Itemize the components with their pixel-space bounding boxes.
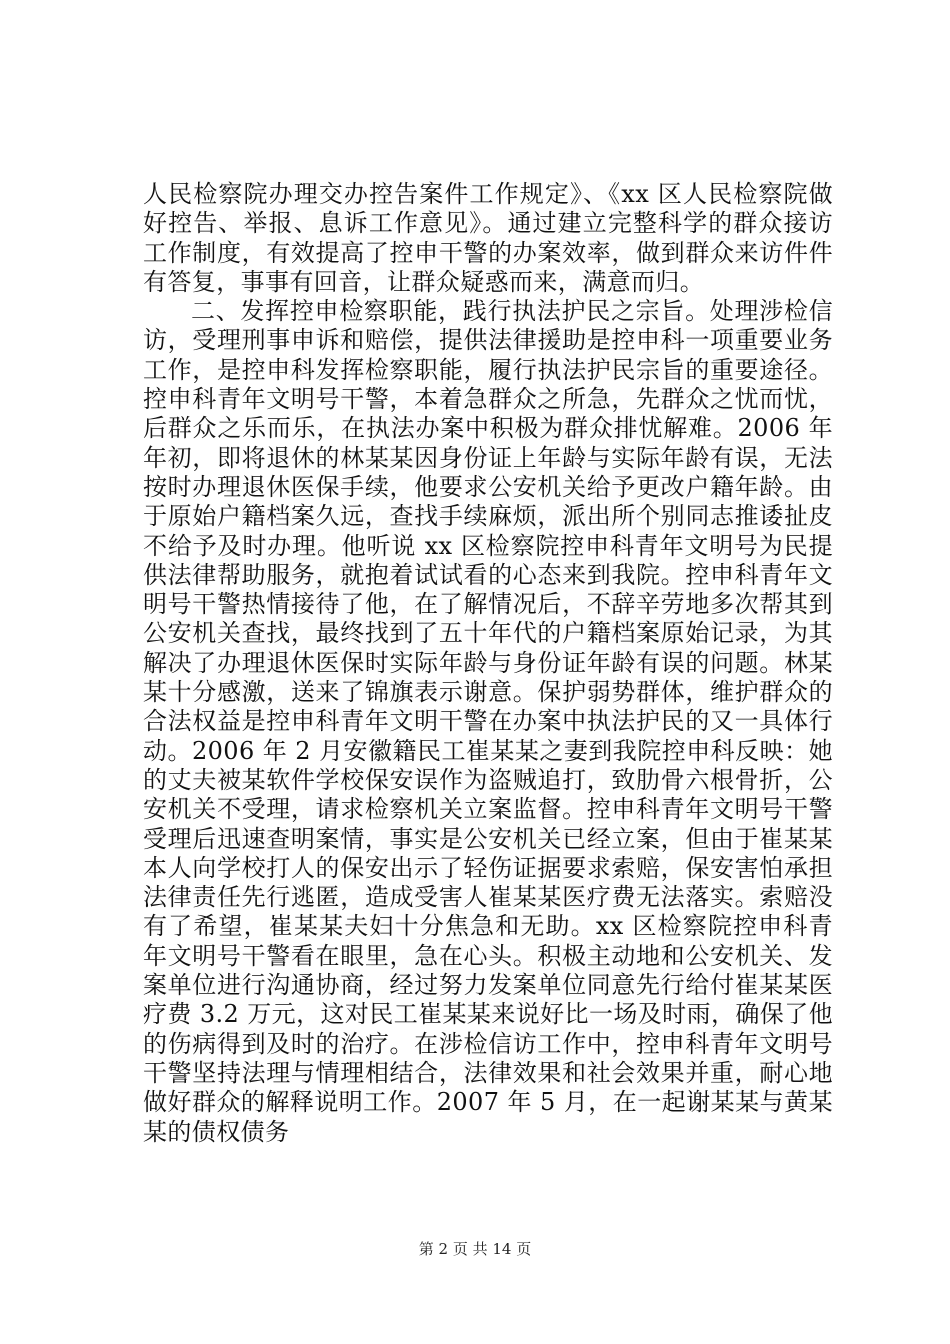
document-body — [143, 180, 833, 1147]
page-footer: 第 2 页 共 14 页 — [418, 1240, 532, 1258]
paragraph-1: 人民检察院办理交办控告案件工作规定》、《xx 区人民检察院做好控告、举报、息诉工作意见》。通过建立完整科学的群众接访工作制度，有效提高了控申干警的办案效率，做到群众来访件件有答复，事事有回音，让群众疑惑而来，满意而归。 — [143, 180, 833, 296]
paragraph-2: 二、发挥控申检察职能，践行执法护民之宗旨。处理涉检信访，受理刑事申诉和赔偿，提供法律援助是控申科一项重要业务工作，是控申科发挥检察职能，履行执法护民宗旨的重要途径。控申科青年文明号干警，本着急群众之所急，先群众之忧而忧，后群众之乐而乐，在执法办案中积极为群众排忧解难。2006 年年初，即将退休的林某某因身份证上年龄与实际年龄有误，无法按时办理退休医保手续，他要求公安机关给予更改户籍年龄。由于原始户籍档案久远，查找手续麻烦，派出所个别同志推诿扯皮不给予及时办理。他听说 xx 区检察院控申科青年文明号为民提供法律帮助服务，就抱着试试看的心态来到我院。控申科青年文明号干警热情接待了他，在了解情况后，不辞辛劳地多次帮其到公安机关查找，最终找到了五十年代的户籍档案原始记录，为其解决了办理退休医保时实际年龄与身份证年龄有误的问题。林某某十分感激，送来了锦旗表示谢意。保护弱势群体，维护群众的合法权益是控申科青年文明干警在办案中执法护民的又一具体行动。2006 年 2 月安徽籍民工崔某某之妻到我院控申科反映：她的丈夫被某软件学校保安误作为盗贼追打，致肋骨六根骨折，公安机关不受理，请求检察机关立案监督。控申科青年文明号干警受理后迅速查明案情，事实是公安机关已经立案，但由于崔某某本人向学校打人的保安出示了轻伤证据要求索赔，保安害怕承担法律责任先行逃匿，造成受害人崔某某医疗费无法落实。索赔没有了希望，崔某某夫妇十分焦急和无助。xx 区检察院控申科青年文明号干警看在眼里，急在心头。积极主动地和公安机关、发案单位进行沟通协商，经过努力发案单位同意先行给付崔某某医疗费 3.2 万元，这对民工崔某某来说好比一场及时雨，确保了他的伤病得到及时的治疗。在涉检信访工作中，控申科青年文明号干警坚持法理与情理相结合，法律效果和社会效果并重，耐心地做好群众的解释说明工作。2007 年 5 月，在一起谢某某与黄某某的债权债务 — [143, 297, 833, 1146]
